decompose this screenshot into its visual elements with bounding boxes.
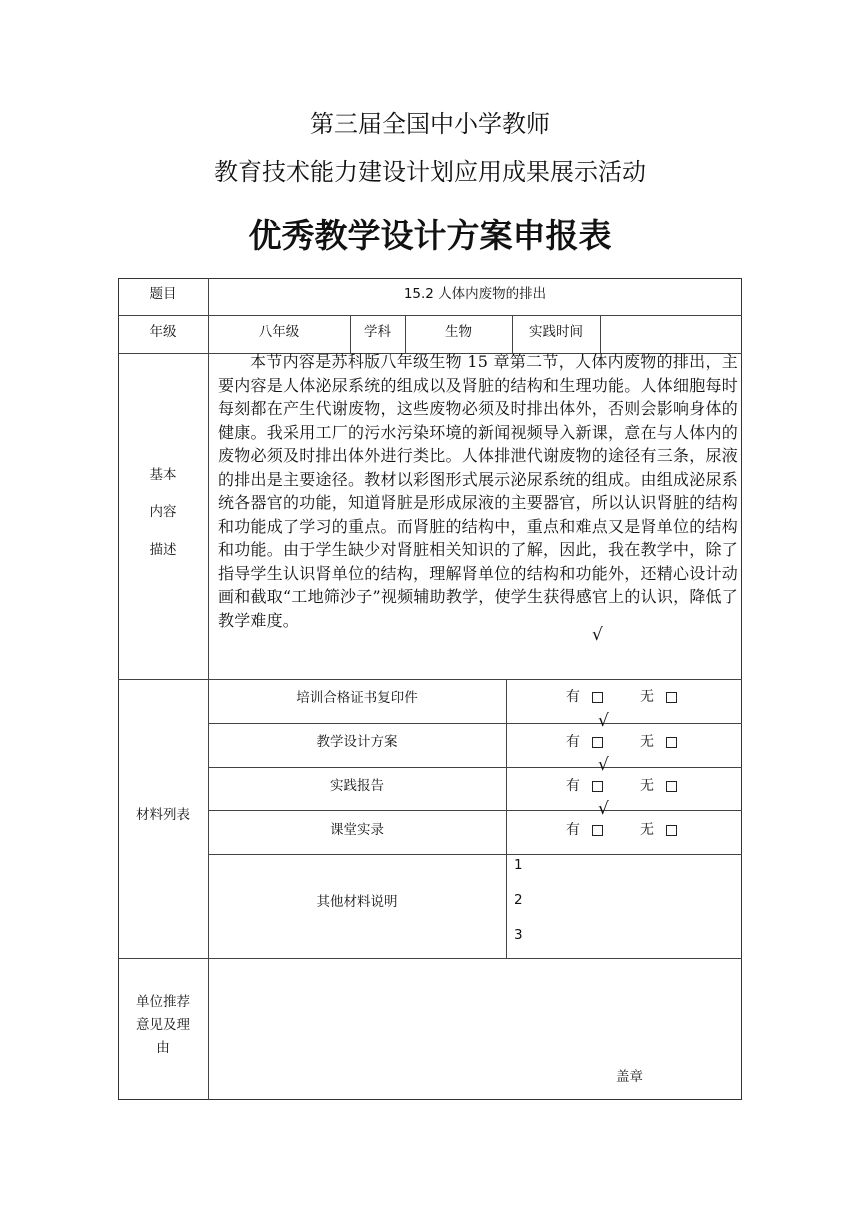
content-description: 本节内容是苏科版八年级生物 15 章第二节，人体内废物的排出，主要内容是人体泌尿系统的组成以及肾脏的结构和生理功能。人体细胞每时每刻都在产生代谢废物，这些废物必须及时排出体外，否则会影响身体的健康。我采用工厂的污水污染环境的新闻视频导入新课，意在与人体内的废物必须及时排出体外进行类比。人体排泄代谢废物的途径有三条，尿液的排出是主要途径。教材以彩图形式展示泌尿系统的组成。由组成泌尿系统各器官的功能，知道肾脏是形成尿液的主要器官，所以认识肾脏的结构和功能成了学习的重点。而肾脏的结构中，重点和难点又是肾单位的结构和功能。由于学生缺少对肾脏相关知识的了解，因此，我在教学中，除了指导学生认识肾单位的结构，理解肾单位的结构和功能外，还精心设计动画和截取“工地筛沙子”视频辅助教学，使学生获得感官上的认识，降低了教学难度。	[218, 352, 738, 630]
row-divider	[118, 315, 742, 316]
subject-label: 学科	[364, 324, 391, 340]
material-no-option[interactable]: 无	[640, 819, 677, 839]
practice-time-label: 实践时间	[529, 324, 583, 340]
grade-value: 八年级	[258, 324, 300, 340]
no-checkbox[interactable]	[666, 825, 677, 836]
page-title: 优秀教学设计方案申报表	[248, 216, 612, 255]
other-item-2: 2	[514, 892, 523, 908]
yes-checkbox[interactable]	[592, 781, 603, 792]
yes-checkbox[interactable]	[592, 737, 603, 748]
material-no-option[interactable]: 无	[640, 686, 677, 706]
material-name: 培训合格证书复印件	[296, 690, 418, 706]
other-item-1: 1	[514, 857, 523, 873]
check-mark: √	[598, 711, 609, 731]
check-mark: √	[592, 625, 603, 645]
stamp-label: 盖章	[616, 1069, 643, 1085]
no-checkbox[interactable]	[666, 781, 677, 792]
material-no-option[interactable]: 无	[640, 731, 677, 751]
content-label-line-2: 内容	[149, 504, 177, 520]
material-name: 教学设计方案	[316, 734, 398, 750]
material-no-option[interactable]: 无	[640, 775, 677, 795]
header-line-2: 教育技术能力建设计划应用成果展示活动	[214, 158, 646, 186]
material-yes-option[interactable]: 有	[566, 775, 603, 795]
topic-label: 题目	[149, 286, 177, 302]
row-divider	[208, 767, 742, 768]
check-mark: √	[598, 755, 609, 775]
no-checkbox[interactable]	[666, 692, 677, 703]
row-divider	[208, 854, 742, 855]
other-materials-label: 其他材料说明	[316, 894, 398, 910]
recommend-label-line-3: 由	[156, 1040, 170, 1056]
yes-checkbox[interactable]	[592, 692, 603, 703]
material-yes-option[interactable]: 有	[566, 731, 603, 751]
content-label-line-3: 描述	[149, 542, 177, 558]
column-divider	[506, 679, 507, 958]
material-yes-option[interactable]: 有	[566, 686, 603, 706]
column-divider	[600, 315, 601, 353]
recommend-label-line-2: 意见及理	[136, 1017, 190, 1033]
check-mark: √	[598, 799, 609, 819]
row-divider	[208, 810, 742, 811]
topic-value: 15.2 人体内废物的排出	[403, 286, 547, 302]
recommend-label-line-1: 单位推荐	[136, 994, 190, 1010]
material-yes-option[interactable]: 有	[566, 819, 603, 839]
grade-label: 年级	[149, 324, 177, 340]
row-divider	[118, 958, 742, 959]
materials-label: 材料列表	[136, 807, 190, 823]
material-name: 实践报告	[330, 778, 384, 794]
row-divider	[118, 679, 742, 680]
row-divider	[208, 723, 742, 724]
content-label-line-1: 基本	[149, 467, 177, 483]
other-item-3: 3	[514, 927, 523, 943]
subject-value: 生物	[445, 324, 472, 340]
yes-checkbox[interactable]	[592, 825, 603, 836]
no-checkbox[interactable]	[666, 737, 677, 748]
material-name: 课堂实录	[330, 822, 384, 838]
header-line-1: 第三届全国中小学教师	[310, 110, 550, 138]
